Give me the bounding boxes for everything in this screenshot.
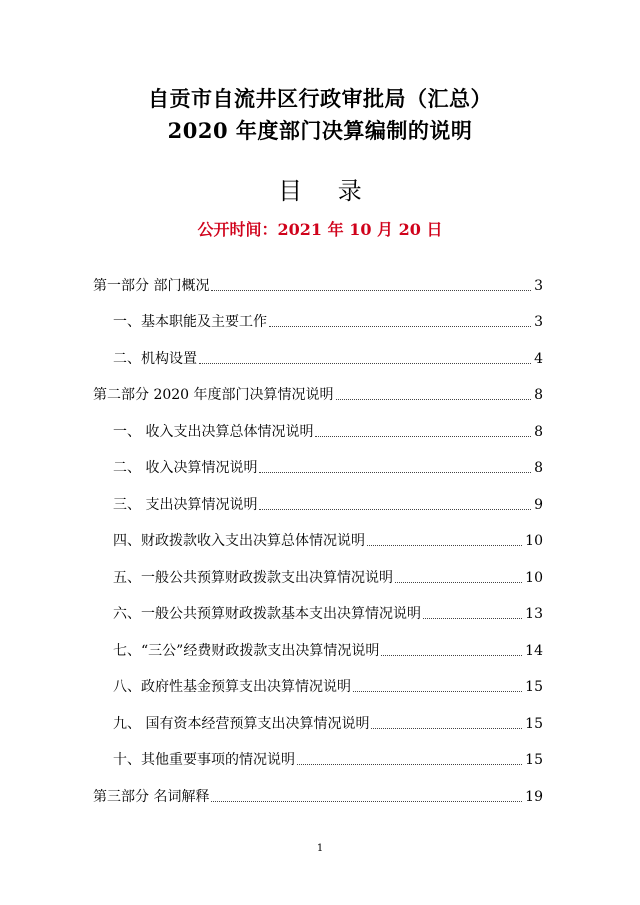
toc-entry-label: 五、一般公共预算财政拨款支出决算情况说明 (113, 569, 393, 586)
toc-entry-label: 三、 支出决算情况说明 (113, 496, 258, 513)
toc-entry-label: 二、 收入决算情况说明 (113, 460, 258, 476)
toc-leader-dots (211, 290, 531, 291)
toc-entry-page: 8 (534, 387, 543, 403)
toc-leader-dots (269, 326, 531, 327)
toc-entry-label: 第三部分 名词解释 (93, 788, 210, 805)
toc-leader-dots (371, 728, 522, 729)
toc-leader-dots (199, 363, 531, 364)
toc-entry[interactable] (93, 514, 543, 551)
toc-entry-label: 十、其他重要事项的情况说明 (113, 752, 295, 768)
toc-entry[interactable] (93, 660, 543, 697)
toc-entry-page: 19 (525, 788, 543, 805)
toc-entry-page: 4 (534, 350, 543, 367)
toc-entry[interactable] (93, 295, 543, 332)
toc-entry-label: 第二部分 2020 年度部门决算情况说明 (93, 387, 334, 403)
toc-entry-page: 9 (534, 496, 543, 513)
publish-time: 公开时间：2021 年 10 月 20 日 (197, 220, 443, 239)
toc-entry-page: 13 (525, 606, 543, 622)
document-title-line2: 2020 年度部门决算编制的说明 (167, 118, 473, 143)
toc-entry[interactable] (93, 733, 543, 770)
toc-entry-page: 14 (525, 642, 543, 659)
toc-entry-page: 15 (525, 752, 543, 768)
toc-leader-dots (381, 655, 522, 656)
toc-entry-page: 3 (534, 277, 543, 294)
toc-entry-page: 15 (525, 715, 543, 732)
toc-entry[interactable] (93, 769, 543, 806)
toc-entry[interactable] (93, 404, 543, 441)
toc-entry-label: 二、机构设置 (113, 350, 197, 367)
toc-leader-dots (353, 691, 522, 692)
toc-entry-label: 七、“三公”经费财政拨款支出决算情况说明 (113, 642, 380, 659)
toc-entry-page: 3 (534, 314, 543, 330)
toc-entry[interactable] (93, 587, 543, 624)
toc-entry-page: 10 (525, 533, 543, 549)
toc-leader-dots (367, 545, 522, 546)
toc-leader-dots (211, 801, 522, 802)
page-number: 1 (316, 843, 324, 854)
toc-entry[interactable] (93, 258, 543, 295)
document-title-line1: 自贡市自流井区行政审批局（汇总） (148, 86, 492, 111)
toc-entry-label: 九、 国有资本经营预算支出决算情况说明 (113, 715, 370, 732)
toc-entry-label: 八、政府性基金预算支出决算情况说明 (113, 679, 351, 695)
toc-entry[interactable] (93, 441, 543, 478)
toc-entry-page: 15 (525, 679, 543, 695)
toc-leader-dots (395, 582, 522, 583)
toc-entry-page: 10 (525, 569, 543, 586)
toc-entry-label: 第一部分 部门概况 (93, 277, 210, 294)
toc-heading: 目 录 (278, 177, 376, 205)
toc-leader-dots (315, 436, 531, 437)
toc-leader-dots (259, 509, 531, 510)
toc-entry[interactable] (93, 696, 543, 733)
toc-entry[interactable] (93, 477, 543, 514)
table-of-contents (93, 258, 543, 806)
toc-entry[interactable] (93, 550, 543, 587)
toc-entry-label: 一、基本职能及主要工作 (113, 314, 267, 330)
toc-leader-dots (336, 399, 532, 400)
toc-entry-label: 四、财政拨款收入支出决算总体情况说明 (113, 533, 365, 549)
toc-entry-label: 一、 收入支出决算总体情况说明 (113, 423, 314, 440)
toc-entry-page: 8 (534, 460, 543, 476)
toc-leader-dots (423, 618, 522, 619)
toc-entry[interactable] (93, 368, 543, 405)
toc-entry-label: 六、一般公共预算财政拨款基本支出决算情况说明 (113, 606, 421, 622)
toc-entry-page: 8 (534, 423, 543, 440)
toc-entry[interactable] (93, 331, 543, 368)
toc-leader-dots (259, 472, 531, 473)
toc-leader-dots (297, 764, 522, 765)
toc-entry[interactable] (93, 623, 543, 660)
